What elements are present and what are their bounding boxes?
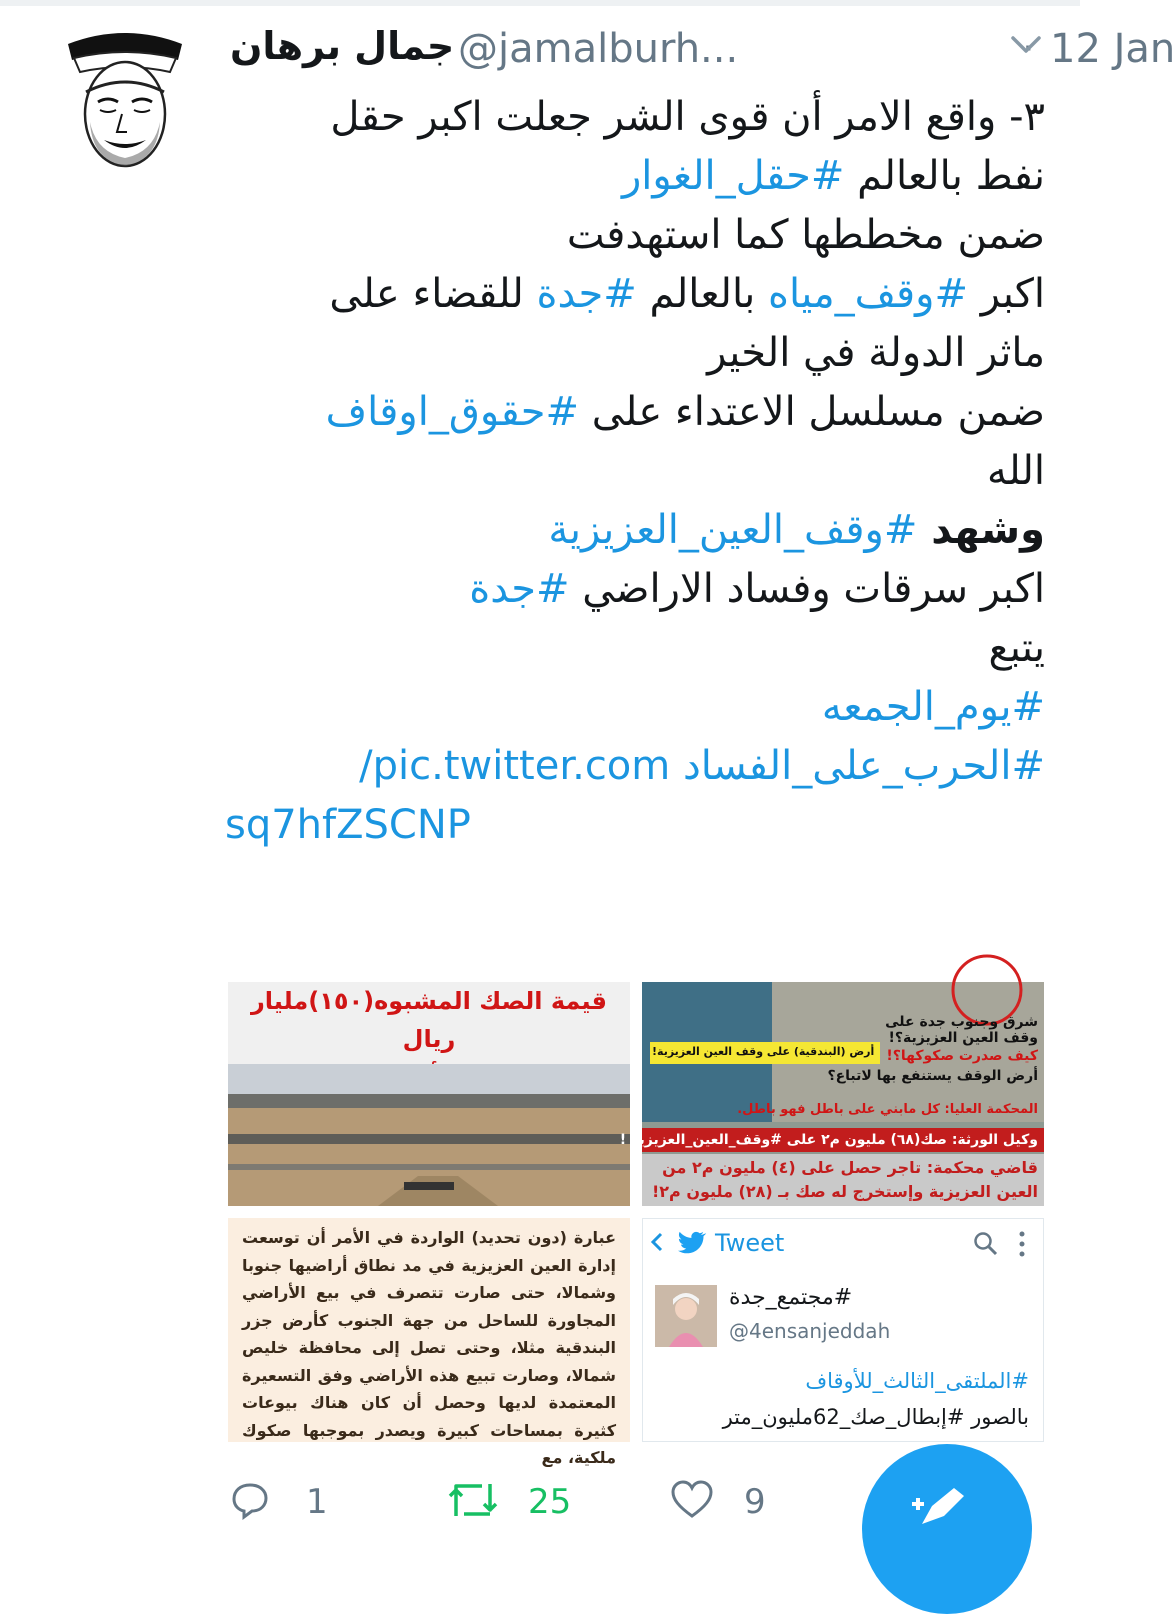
image2-text-5: أرض الوقف يستنفع بها لاتباع؟ — [827, 1068, 1038, 1084]
media-link[interactable]: pic.twitter.com/ — [359, 743, 683, 789]
compose-fab-button[interactable] — [862, 1444, 1032, 1614]
embedded-account-name: #مجتمع_جدة — [729, 1285, 853, 1310]
retweet-icon — [446, 1480, 500, 1520]
heart-icon — [670, 1480, 714, 1520]
like-count: 9 — [744, 1482, 766, 1522]
tweet-line — [225, 88, 1045, 147]
tweet-line — [225, 383, 1045, 442]
tweet-line — [225, 737, 1045, 796]
embedded-account-avatar — [655, 1285, 717, 1347]
tweet-line — [225, 501, 1045, 560]
tweet-text-segment: ضمن مخططها كما استهدفت — [566, 212, 1045, 258]
tweet-text-segment: للقضاء على — [329, 271, 537, 317]
tweet-line — [225, 442, 1045, 501]
header-separator: · — [1022, 26, 1035, 72]
tweet-text-segment: بالعالم — [636, 271, 768, 317]
tweet-line — [225, 796, 1045, 855]
tweet-line — [225, 206, 1045, 265]
image3-paragraph: عبارة (دون تحديد) الواردة في الأمر أن توسعت إدارة العين العزيزية في مد نطاق أراضيها جنوبا وشمالا، حتى صارت تتصرف في بيع الأراضي المجاورة للساحل من جهة الجنوب كأرض جزر البندقية مثلا، وحتى تصل إلى محافظة خليص شمالا، وصارت تبيع هذه الأراضي وفق التسعيرة المعتمدة لديها وحصل أن كان هناك بيوعات كثيرة بمساحات كبيرة ويصدر بموجبها صكوك ملكية، مع — [242, 1228, 616, 1467]
embedded-tweet-line-1: #الملتقى_الثالث_للأوقاف — [805, 1369, 1029, 1393]
image2-text-3: أرض (البندقية) على وقف العين العزيزية! — [652, 1045, 875, 1058]
image2-text-7: وكيل الورثة: صك(٦٨) مليون م٢ على #وقف_العين_العزيزية ! — [619, 1132, 1038, 1148]
hashtag-link[interactable]: #يوم_الجمعه — [821, 684, 1045, 730]
hashtag-link[interactable]: #حقل_الغوار — [621, 153, 845, 199]
embedded-account-handle: @4ensanjeddah — [729, 1319, 891, 1343]
compose-icon — [914, 1484, 974, 1524]
tweet-text-segment: ضمن مسلسل الاعتداء على — [579, 389, 1045, 435]
media-link[interactable]: sq7hfZSCNP — [225, 802, 471, 848]
media-image-3[interactable] — [228, 1218, 630, 1467]
hashtag-link[interactable]: #وقف_العين_العزيزية — [548, 507, 918, 553]
tweet-text-segment: اكبر — [967, 271, 1045, 317]
embedded-tweet-header — [643, 1219, 1043, 1267]
desert-photo — [228, 1064, 630, 1206]
tweet-text-segment: الله — [987, 448, 1045, 494]
image2-text-4: كيف صدرت صكوكها؟! — [886, 1048, 1038, 1064]
twitter-bird-icon — [675, 1231, 705, 1255]
image1-banner — [228, 982, 630, 1064]
hashtag-link[interactable]: #حقوق_اوقاف — [325, 389, 580, 435]
embedded-tweet-line-2: بالصور #إبطال_صك_62مليون_متر — [722, 1405, 1029, 1429]
image2-text-1: شرق وجنوب جدة على — [885, 1014, 1038, 1030]
media-image-2[interactable] — [619, 982, 1044, 1206]
media-grid — [228, 982, 1044, 1467]
author-handle[interactable]: @jamalburh... — [458, 26, 739, 72]
hashtag-link[interactable]: #جدة — [536, 271, 637, 317]
tweet-line — [225, 619, 1045, 678]
tweet-line — [225, 265, 1045, 324]
media-image-1[interactable] — [228, 982, 630, 1206]
image2-text-9: العين العزيزية وإستخرج له صك بـ (٢٨) مليون م٢! — [651, 1182, 1038, 1201]
image2-text-6: المحكمة العليا: كل مابني على باطل فهو باطل. — [737, 1102, 1038, 1117]
more-icon — [1017, 1229, 1027, 1259]
image1-title: قيمة الصك المشبوه(١٥٠)مليار ريال — [250, 987, 608, 1053]
embedded-tweet-title: Tweet — [715, 1229, 785, 1257]
tweet-text-segment: اكبر سرقات وفساد الاراضي — [569, 566, 1045, 612]
image2-text-2: وقف العين العزيزية؟! — [888, 1030, 1038, 1046]
tweet-text-segment: يتبع — [988, 625, 1045, 671]
tweet-text — [225, 88, 1045, 855]
tweet-header — [230, 24, 1175, 80]
tweet-text-segment: نفط بالعالم — [844, 153, 1045, 199]
tweet-actions — [228, 1480, 828, 1520]
tweet-date[interactable]: 12 Jan — [1050, 26, 1175, 72]
tweet-line — [225, 678, 1045, 737]
tweet-line — [225, 560, 1045, 619]
reply-icon — [230, 1480, 270, 1520]
author-avatar[interactable] — [60, 22, 190, 172]
tweet-text-segment: ٣- واقع الامر أن قوى الشر جعلت اكبر حقل — [330, 94, 1045, 140]
back-arrow-icon — [649, 1231, 667, 1253]
retweet-count: 25 — [528, 1482, 572, 1522]
hashtag-link[interactable]: #جدة — [469, 566, 570, 612]
tweet-line — [225, 324, 1045, 383]
top-divider — [0, 0, 1080, 6]
tweet-text-segment: ماثر الدولة في الخير — [707, 330, 1045, 376]
tweet-line — [225, 147, 1045, 206]
tweet-text-bold: وشهد — [917, 507, 1045, 553]
reply-count: 1 — [306, 1482, 328, 1522]
search-icon — [973, 1231, 999, 1257]
chevron-down-icon[interactable] — [1010, 34, 1042, 56]
hashtag-link[interactable]: #الحرب_على_الفساد — [682, 743, 1045, 789]
hashtag-link[interactable]: #وقف_مياه — [767, 271, 968, 317]
media-image-4[interactable] — [642, 1218, 1044, 1442]
author-name[interactable]: جمال برهان — [230, 24, 455, 68]
image2-text-8: قاضي محكمة: تاجر حصل على (٤) مليون م٢ من — [662, 1158, 1038, 1177]
